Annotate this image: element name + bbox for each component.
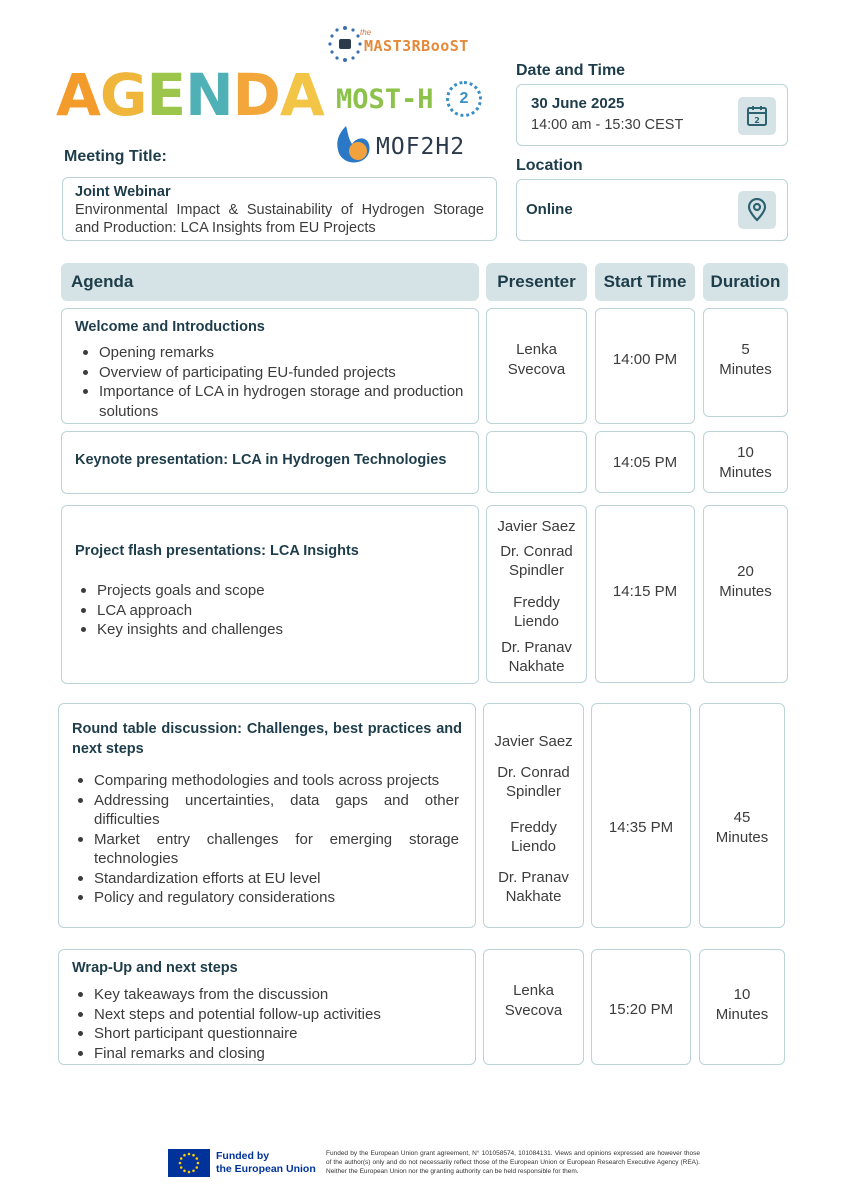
row-3-bullet: Projects goals and scope (75, 581, 465, 601)
presenter-name: Lenka Svecova (504, 982, 563, 1019)
row-4-bullet: Standardization efforts at EU level (72, 869, 459, 889)
row-5-presenter-cell (483, 949, 584, 1065)
presenter-header-label: Presenter (497, 272, 576, 291)
start-time-value: 14:35 PM (608, 819, 674, 836)
meeting-title-line1: Joint Webinar (75, 184, 171, 200)
row-1-presenter-cell (486, 308, 587, 424)
row-5-bullet: Short participant questionnaire (72, 1024, 462, 1044)
row-5-start-cell (591, 949, 691, 1065)
row-5-bullet: Key takeaways from the discussion (72, 985, 462, 1005)
meeting-title-line2: Environmental Impact & Sustainability of Hydrogen Storage and Production: LCA Insights from EU Projects (75, 202, 484, 236)
duration-value: 5 Minutes (719, 341, 772, 378)
start-time-header-label: Start Time (603, 272, 687, 291)
row-4-bullet: Addressing uncertainties, data gaps and other difficulties (72, 791, 459, 830)
row-5-duration-cell (699, 949, 785, 1065)
row-4-title: Round table discussion: Challenges, best practices and next steps (72, 721, 462, 757)
row-1-start-cell (595, 308, 695, 424)
location-label: Location (516, 157, 583, 174)
row-4-bullets (72, 771, 462, 908)
row-1-bullets (77, 343, 465, 421)
row-2-agenda-cell (61, 431, 479, 494)
mof2h2-text: MOF2H2 (376, 134, 466, 160)
row-1-agenda-cell (61, 308, 479, 424)
row-1-duration-cell (703, 308, 788, 417)
date-value: 30 June 2025 (531, 95, 625, 112)
start-time-column-header (595, 263, 695, 301)
presenter-column-header (486, 263, 587, 301)
row-1-bullet: Importance of LCA in hydrogen storage and production solutions (77, 382, 465, 421)
presenter-name: Dr. Conrad Spindler (497, 763, 570, 800)
duration-value: 10 Minutes (719, 444, 772, 481)
row-4-bullet: Policy and regulatory considerations (72, 888, 459, 908)
mast3rboost-logo (326, 24, 486, 66)
duration-value: 10 Minutes (715, 986, 769, 1023)
row-3-duration-cell (703, 505, 788, 683)
duration-column-header (703, 263, 788, 301)
presenter-name: Freddy Liendo (510, 818, 557, 855)
row-4-bullet: Market entry challenges for emerging storage technologies (72, 830, 459, 869)
row-5-bullet: Final remarks and closing (72, 1044, 462, 1064)
row-2-title: Keynote presentation: LCA in Hydrogen Technologies (75, 452, 447, 468)
row-3-presenter-cell (486, 505, 587, 683)
eu-stars-icon (168, 1149, 210, 1177)
mof2h2-logo (334, 124, 494, 168)
agenda-letter: G (99, 61, 147, 129)
row-3-agenda-cell (61, 505, 479, 684)
presenter-name: Javier Saez (497, 518, 576, 535)
row-5-bullet: Next steps and potential follow-up activities (72, 1005, 462, 1025)
row-1-bullet: Opening remarks (77, 343, 465, 363)
eu-disclaimer: Funded by the European Union grant agreement, N° 101058574, 101084131. Views and opinions expressed are however those of the author(s) only and do not necessarily reflect those of the European Union or European Research Executive Agency (REA). Neither the European Union nor the granting authority can be held responsible for them. (326, 1150, 700, 1175)
row-3-title: Project flash presentations: LCA Insights (75, 543, 359, 559)
svg-text:2: 2 (754, 116, 760, 125)
calendar-icon (738, 97, 776, 135)
mast3rboost-dots-icon (326, 24, 364, 64)
row-5-agenda-cell (58, 949, 476, 1065)
location-pin-icon (738, 191, 776, 229)
agenda-column-header (61, 263, 479, 301)
time-value: 14:00 am - 15:30 CEST (531, 117, 684, 133)
row-3-bullets (75, 581, 465, 640)
presenter-name: Freddy Liendo (513, 593, 560, 630)
agenda-letter: D (232, 61, 280, 129)
location-box (516, 179, 788, 241)
start-time-value: 15:20 PM (608, 1001, 674, 1018)
agenda-letter: A (279, 61, 324, 129)
row-4-bullet: Comparing methodologies and tools across projects (72, 771, 459, 791)
row-1-title: Welcome and Introductions (75, 319, 265, 335)
start-time-value: 14:15 PM (612, 583, 678, 600)
presenter-name: Javier Saez (494, 733, 573, 750)
mast3rboost-text: MAST3RBooST (364, 37, 469, 55)
row-2-presenter-cell (486, 431, 587, 493)
row-4-duration-cell (699, 703, 785, 928)
agenda-letter: A (56, 61, 100, 129)
duration-value: 45 Minutes (715, 809, 769, 846)
most-h2-sub-text: 2 (459, 90, 469, 107)
mast3rboost-small-text: the (360, 28, 372, 37)
meeting-title-label: Meeting Title: (64, 148, 167, 165)
row-5-bullets (72, 985, 462, 1063)
h2-circle-icon (446, 81, 482, 117)
start-time-value: 14:05 PM (612, 454, 678, 471)
row-3-bullet: Key insights and challenges (75, 620, 465, 640)
agenda-letter: E (146, 61, 186, 129)
row-3-bullet: LCA approach (75, 601, 465, 621)
row-3-start-cell (595, 505, 695, 683)
location-value: Online (526, 201, 573, 218)
agenda-letter: N (185, 61, 233, 129)
most-h2-text: MOST-H (336, 84, 434, 115)
funded-line2: the European Union (216, 1163, 316, 1175)
presenter-name: Dr. Pranav Nakhate (501, 638, 572, 675)
row-5-title: Wrap-Up and next steps (72, 960, 238, 976)
agenda-title (56, 61, 324, 129)
agenda-header-label: Agenda (71, 272, 134, 291)
date-time-box (516, 84, 788, 146)
row-1-bullet: Overview of participating EU-funded projects (77, 363, 465, 383)
date-time-label: Date and Time (516, 62, 626, 79)
presenter-name: Dr. Conrad Spindler (500, 542, 573, 579)
start-time-value: 14:00 PM (612, 351, 678, 368)
meeting-title-box (62, 177, 497, 241)
presenter-name: Lenka Svecova (507, 341, 566, 378)
duration-value: 20 Minutes (719, 563, 772, 600)
row-2-duration-cell (703, 431, 788, 493)
row-4-start-cell (591, 703, 691, 928)
presenter-name: Dr. Pranav Nakhate (498, 868, 569, 905)
duration-header-label: Duration (710, 272, 781, 291)
eu-flag (168, 1149, 210, 1177)
mof2h2-drop-icon (334, 124, 374, 166)
funded-line1: Funded by (216, 1150, 270, 1162)
row-4-presenter-cell (483, 703, 584, 928)
funded-by-text (216, 1150, 316, 1176)
most-h2-logo (336, 80, 486, 120)
row-2-start-cell (595, 431, 695, 493)
row-4-agenda-cell (58, 703, 476, 928)
